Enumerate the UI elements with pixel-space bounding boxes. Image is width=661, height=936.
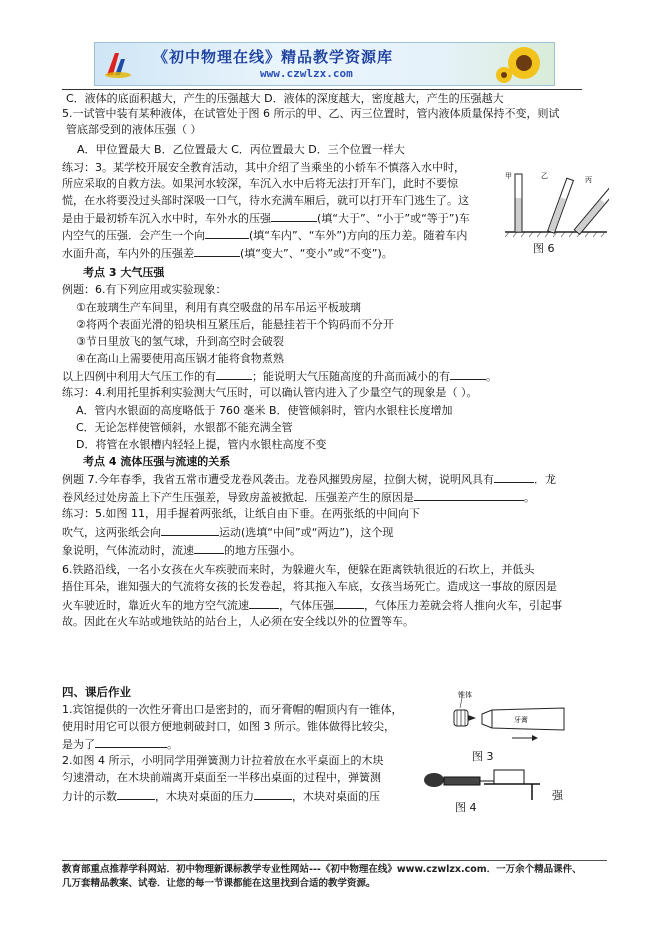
- banner-url[interactable]: www.czwlzx.com: [260, 67, 353, 80]
- example-6-intro: 例题：6.有下列应用或实验现象：: [62, 283, 227, 296]
- footer-divider: [62, 860, 607, 861]
- practice-3-line-5: 内空气的压强．会产生一个向 (填“车内”、“车外”)方向的压力差。随着车内: [62, 229, 468, 242]
- practice-3-line-2: 所应采取的自救方法。如果河水较深，车沉入水中后将无法打开车门，此时不要惊: [62, 177, 458, 190]
- fig6-label-bing: 丙: [585, 176, 592, 184]
- question-6-line-2: 捂住耳朵，谁知强大的气流将女孩的长发卷起，将其拖入车底，女孩当场死亡。造成这一事故的原因是: [62, 580, 557, 593]
- homework-1-line-3: 是为了 。: [62, 738, 178, 751]
- figure-4-caption: 图 4: [455, 801, 477, 814]
- practice-3-line-3: 慌，在水将要没过头部时深吸一口气，待水充满车厢后，就可以打开车门逃生了。这: [62, 194, 469, 207]
- question-5-line-2: 管底部受到的液体压强（ ）: [66, 123, 202, 136]
- homework-2-line-1: 2.如图 4 所示，小明同学用弹簧测力计拉着放在水平桌面上的木块: [62, 754, 384, 767]
- practice-4-stem: 练习：4.利用托里拆利实验测大气压时，可以确认管内进入了少量空气的现象是（ ）。: [62, 386, 478, 399]
- topic-3-heading: 考点 3 大气压强: [83, 266, 165, 279]
- question-6-line-3: 火车驶近时，靠近火车的地方空气流速 ，气体压强 ，气体压力差就会将人推向火车，引起事: [62, 599, 562, 612]
- site-logo-icon: [103, 49, 133, 79]
- example-6-item-1: ①在玻璃生产车间里，利用有真空吸盘的吊车吊运平板玻璃: [76, 301, 361, 314]
- homework-2-line-3-end: 强: [552, 789, 563, 802]
- fig3-label-cone: 锥体: [458, 691, 472, 699]
- homework-2-line-2: 匀速滑动，在木块前端离开桌面至一半移出桌面的过程中，弹簧测: [62, 771, 381, 784]
- example-6-question: 以上四例中利用大气压工作的有 ；能说明大气压随高度的升高而减小的有 。: [62, 370, 497, 383]
- header-banner: [94, 42, 555, 86]
- section-4-heading: 四、课后作业: [62, 685, 131, 699]
- example-7-line-1: 例题 7.今年春季，我省五常市遭受龙卷风袭击。龙卷风摧毁房屋，拉倒大树，说明风具有 ．龙: [62, 473, 556, 486]
- banner-title: 《初中物理在线》精品教学资源库: [153, 48, 394, 66]
- header-divider: [62, 89, 582, 90]
- topic-4-heading: 考点 4 流体压强与流速的关系: [83, 455, 231, 468]
- practice-5-line-3: 象说明，气体流动时，流速 的地方压强小。: [62, 544, 301, 557]
- practice-4-option-ab: A．管内水银面的高度略低于 760 毫米 B．使管倾斜时，管内水银柱长度增加: [76, 404, 453, 417]
- practice-3-line-6: 水面升高，车内外的压强差 (填“变大”、“变小”或“不变”)。: [62, 247, 393, 260]
- homework-2-line-3: 力计的示数 ，木块对桌面的压力 ，木块对桌面的压: [62, 790, 380, 803]
- homework-1-line-2: 使用时用它可以很方便地刺破封口，如图 3 所示。锥体做得比较尖，: [62, 720, 395, 733]
- figure-3-caption: 图 3: [472, 750, 494, 763]
- question-5-options: A．甲位置最大 B．乙位置最大 C．丙位置最大 D．三个位置一样大: [77, 143, 405, 156]
- example-7-line-2: 卷风经过处房盖上下产生压强差，导致房盖被掀起．压强差产生的原因是 。: [62, 491, 535, 504]
- homework-1-line-1: 1.宾馆提供的一次性牙膏出口是密封的，而牙膏帽的帽顶内有一锥体，: [62, 703, 403, 716]
- figure-6-caption: 图 6: [533, 242, 555, 255]
- practice-3-line-4: 是由于最初轿车沉入水中时，车外水的压强 (填“大于”、“小于”或“等于”)车: [62, 212, 470, 225]
- practice-4-option-c: C．无论怎样使管倾斜，水银都不能充满全管: [76, 421, 293, 434]
- fig6-label-jia: 甲: [505, 172, 512, 180]
- example-6-item-2: ②将两个表面光滑的铅块相互紧压后，能悬挂若干个钩码而不分开: [76, 318, 394, 331]
- footer-line-2: 几万套精品教案、试卷．让您的每一节课都能在这里找到合适的教学资源。: [62, 878, 376, 889]
- example-6-item-4: ④在高山上需要使用高压锅才能将食物煮熟: [76, 352, 284, 365]
- figure-3-toothpaste: [452, 688, 570, 743]
- practice-5-line-1: 练习：5.如图 11，用手握着两张纸，让纸自由下垂。在两张纸的中间向下: [62, 507, 420, 520]
- fig6-label-yi: 乙: [541, 172, 548, 180]
- sunflower-icon: [494, 45, 550, 83]
- question-5-line-1: 5.一试管中装有某种液体，在试管处于图 6 所示的甲、乙、丙三位置时，管内液体质量保持不变，则试: [62, 107, 560, 120]
- option-line: C．液体的底面积越大，产生的压强越大 D．液体的深度越大，密度越大，产生的压强越大: [66, 92, 504, 105]
- question-6-line-4: 故。因此在火车站或地铁站的站台上，人必须在安全线以外的位置等车。: [62, 615, 414, 628]
- footer: [62, 863, 607, 891]
- practice-3-line-1: 练习：3。某学校开展安全教育活动，其中介绍了当乘坐的小轿车不慎落入水中时，: [62, 161, 465, 174]
- example-6-item-3: ③节日里放飞的氢气球，升到高空时会破裂: [76, 335, 284, 348]
- question-6-line-1: 6.铁路沿线，一名小女孩在火车疾驶而来时，为躲避火车，便躲在距离铁轨很近的石坎上，并低头: [62, 563, 535, 576]
- fig3-label-toothpaste: 牙膏: [514, 716, 528, 724]
- practice-5-line-2: 吹气，这两张纸会向 运动(选填“中间”或“两边”)，这个现: [62, 526, 394, 539]
- figure-4-spring-scale: [422, 760, 542, 800]
- practice-4-option-d: D．将管在水银槽内轻轻上提，管内水银柱高度不变: [76, 438, 327, 451]
- figure-6-test-tubes: [503, 168, 609, 238]
- footer-line-1: 教育部重点推荐学科网站．初中物理新课标教学专业性网站---《初中物理在线》www.czwlzx.com．一万余个精品课件、: [62, 864, 582, 875]
